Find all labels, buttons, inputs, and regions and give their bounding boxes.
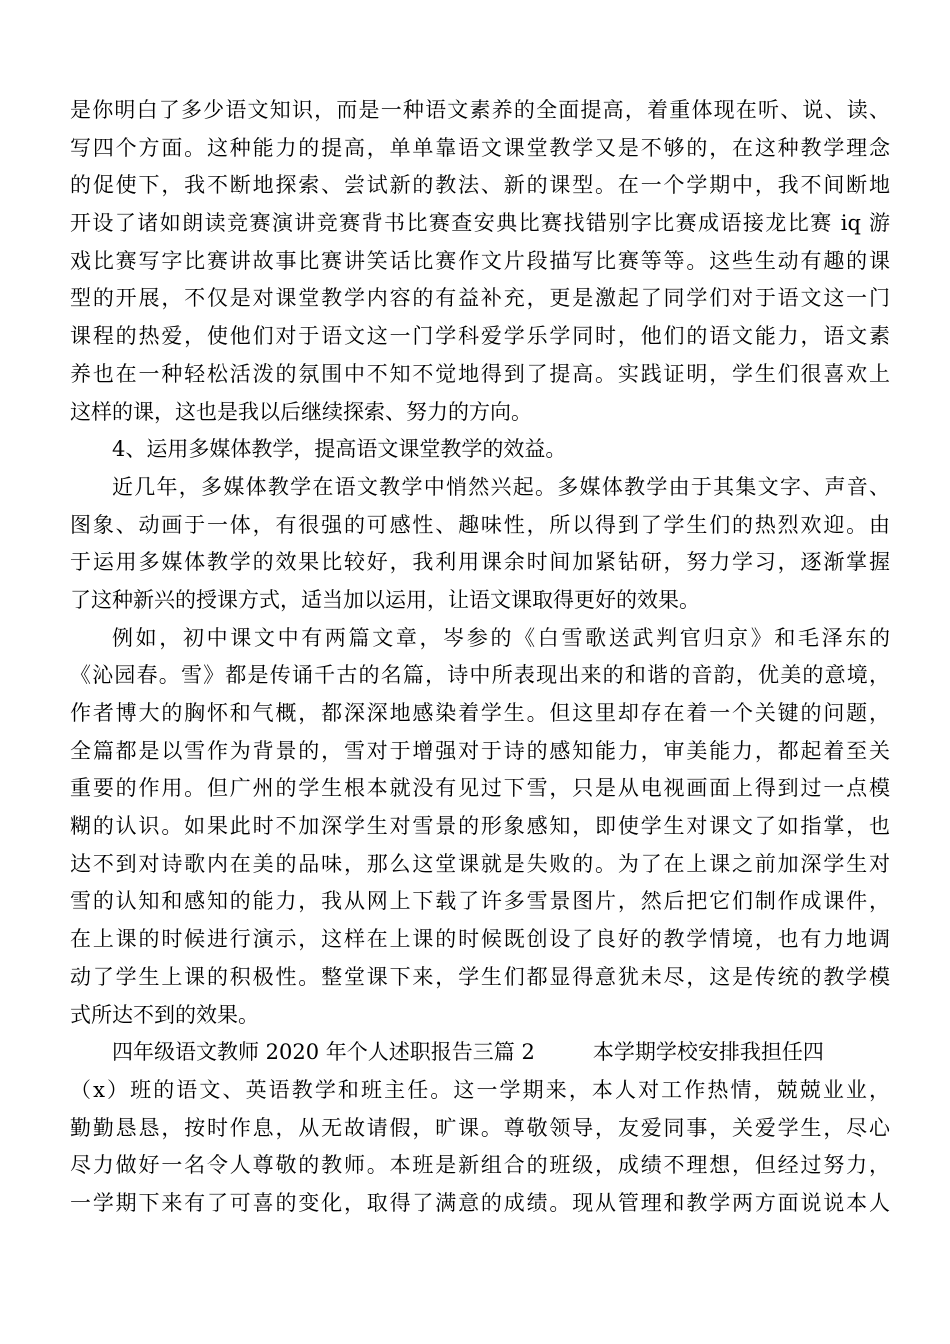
document-body: [70, 92, 890, 1223]
text-line: 养也在一种轻松活泼的氛围中不知不觉地得到了提高。实践证明，学生们很喜欢上: [70, 361, 890, 386]
text-line: 勤勤恳恳，按时作息，从无故请假，旷课。尊敬领导，友爱同事，关爱学生，尽心: [70, 1115, 890, 1140]
text-line: 一学期下来有了可喜的变化，取得了满意的成绩。现从管理和教学两方面说说本人: [70, 1190, 890, 1215]
text-line: 了这种新兴的授课方式，适当加以运用，让语文课取得更好的效果。: [70, 587, 700, 612]
text-line: 重要的作用。但广州的学生根本就没有见过下雪，只是从电视画面上得到过一点模: [70, 776, 890, 801]
text-line: 例如，初中课文中有两篇文章，岑参的《白雪歌送武判官归京》和毛泽东的: [112, 625, 890, 650]
text-line: （x）班的语文、英语教学和班主任。这一学期来，本人对工作热情，兢兢业业，: [70, 1077, 890, 1102]
text-line: 作者博大的胸怀和气概，都深深地感染着学生。但这里却存在着一个关键的问题，: [70, 701, 890, 725]
text-line: 在上课的时候进行演示，这样在上课的时候既创设了良好的教学情境，也有力地调: [70, 927, 890, 952]
text-line: 的促使下，我不断地探索、尝试新的教法、新的课型。在一个学期中，我不间断地: [70, 173, 890, 198]
text-line: 开设了诸如朗读竞赛演讲竞赛背书比赛查安典比赛找错别字比赛成语接龙比赛 iq 游: [70, 211, 890, 236]
text-line: 近几年，多媒体教学在语文教学中悄然兴起。多媒体教学由于其集文字、声音、: [112, 474, 890, 499]
text-line: 戏比赛写字比赛讲故事比赛讲笑话比赛作文片段描写比赛等等。这些生动有趣的课: [70, 248, 890, 273]
text-line: 达不到对诗歌内在美的品味，那么这堂课就是失败的。为了在上课之前加深学生对: [70, 851, 890, 876]
text-line: 式所达不到的效果。: [70, 1002, 259, 1027]
text-line: 写四个方面。这种能力的提高，单单靠语文课堂教学又是不够的，在这种教学理念: [70, 135, 890, 160]
text-line: 型的开展，不仅是对课堂教学内容的有益补充，更是激起了同学们对于语文这一门: [70, 286, 890, 311]
text-line: 于运用多媒体教学的效果比较好，我利用课余时间加紧钻研，努力学习，逐渐掌握: [70, 550, 890, 575]
text-line: 是你明白了多少语文知识，而是一种语文素养的全面提高，着重体现在听、说、读、: [70, 98, 890, 122]
text-line: 图象、动画于一体，有很强的可感性、趣味性，所以得到了学生们的热烈欢迎。由: [70, 512, 890, 537]
report-title-line: [70, 1034, 890, 1072]
text-line: 《沁园春。雪》都是传诵千古的名篇，诗中所表现出来的和谐的音韵，优美的意境，: [70, 663, 890, 688]
text-line: 雪的认知和感知的能力，我从网上下载了许多雪景图片，然后把它们制作成课件，: [70, 889, 890, 914]
text-line: 全篇都是以雪作为背景的，雪对于增强对于诗的感知能力，审美能力，都起着至关: [70, 738, 890, 763]
report-title: 四年级语文教师 2020 年个人述职报告三篇 2: [112, 1040, 535, 1065]
text-line: 这样的课，这也是我以后继续探索、努力的方向。: [70, 399, 532, 424]
text-line: 尽力做好一名令人尊敬的教师。本班是新组合的班级，成绩不理想，但经过努力，: [70, 1153, 890, 1178]
report-intro: 本学期学校安排我担任四: [592, 1040, 824, 1065]
text-line: 动了学生上课的积极性。整堂课下来，学生们都显得意犹未尽，这是传统的教学模: [70, 964, 890, 989]
section-heading: 4、运用多媒体教学，提高语文课堂教学的效益。: [112, 437, 567, 462]
text-line: 糊的认识。如果此时不加深学生对雪景的形象感知，即使学生对课文了如指掌，也: [70, 814, 890, 839]
text-line: 课程的热爱，使他们对于语文这一门学科爱学乐学同时，他们的语文能力，语文素: [70, 324, 890, 349]
